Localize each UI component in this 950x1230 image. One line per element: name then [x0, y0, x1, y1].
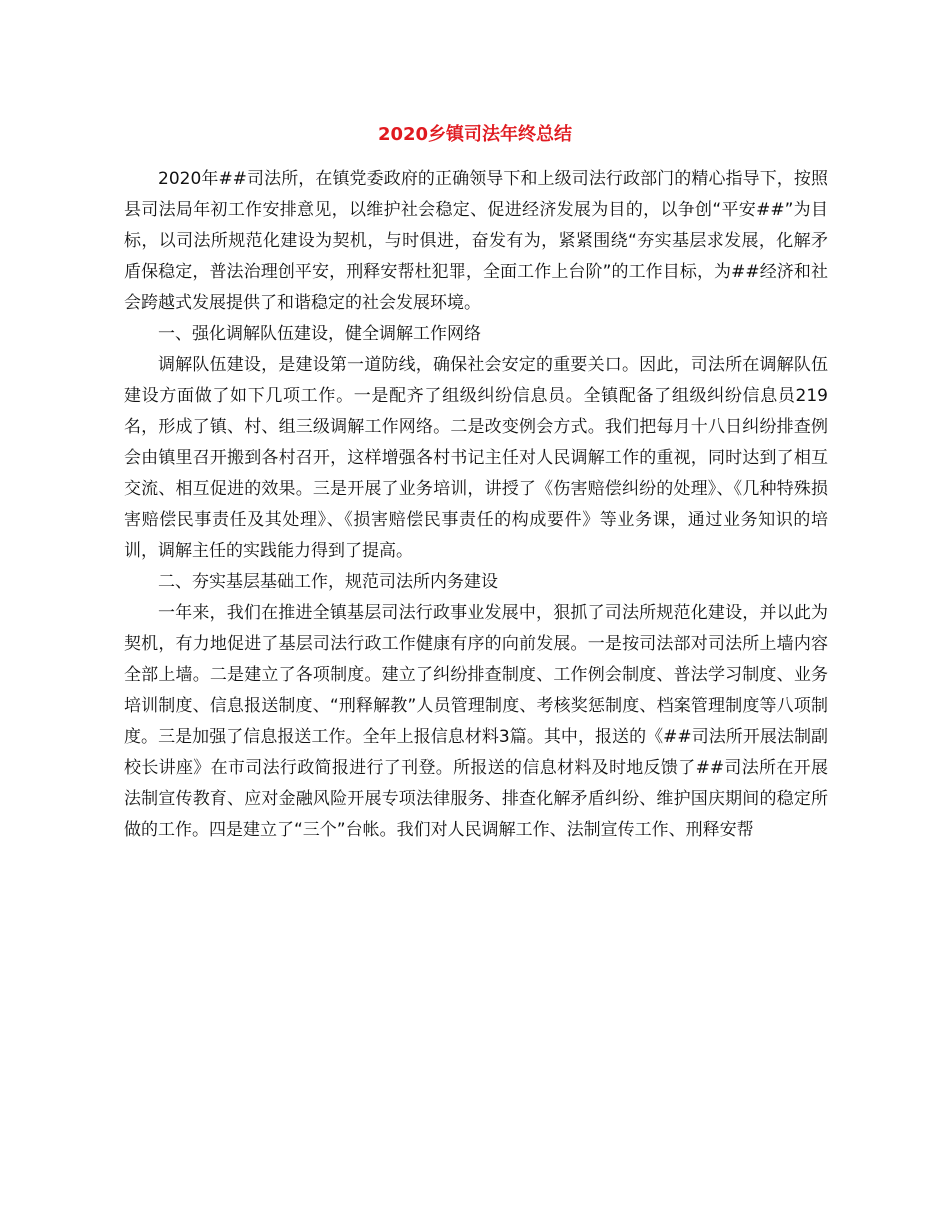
- paragraph-section-1: 调解队伍建设，是建设第一道防线，确保社会安定的重要关口。因此，司法所在调解队伍建设方面做了如下几项工作。一是配齐了组级纠纷信息员。全镇配备了组级纠纷信息员219名，形成了镇、村、组三级调解工作网络。二是改变例会方式。我们把每月十八日纠纷排查例会由镇里召开搬到各村召开，这样增强各村书记主任对人民调解工作的重视，同时达到了相互交流、相互促进的效果。三是开展了业务培训，讲授了《伤害赔偿纠纷的处理》、《几种特殊损害赔偿民事责任及其处理》、《损害赔偿民事责任的构成要件》等业务课，通过业务知识的培训，调解主任的实践能力得到了提高。: [124, 355, 828, 561]
- document-title: 2020乡镇司法年终总结: [377, 124, 573, 145]
- section-heading-1: 一、强化调解队伍建设，健全调解工作网络: [158, 324, 481, 344]
- paragraph-section-2: 一年来，我们在推进全镇基层司法行政事业发展中，狠抓了司法所规范化建设，并以此为契机，有力地促进了基层司法行政工作健康有序的向前发展。一是按司法部对司法所上墙内容全部上墙。二是建立了各项制度。建立了纠纷排查制度、工作例会制度、普法学习制度、业务培训制度、信息报送制度、“刑释解教”人员管理制度、考核奖惩制度、档案管理制度等八项制度。三是加强了信息报送工作。全年上报信息材料3篇。其中，报送的《##司法所开展法制副校长讲座》在市司法行政简报进行了刊登。所报送的信息材料及时地反馈了##司法所在开展法制宣传教育、应对金融风险开展专项法律服务、排查化解矛盾纠纷、维护国庆期间的稳定所做的工作。四是建立了“三个”台帐。我们对人民调解工作、法制宣传工作、刑释安帮: [124, 603, 828, 840]
- paragraph-intro: 2020年##司法所，在镇党委政府的正确领导下和上级司法行政部门的精心指导下，按照县司法局年初工作安排意见，以维护社会稳定、促进经济发展为目的，以争创“平安##”为目标，以司法所规范化建设为契机，与时俱进，奋发有为，紧紧围绕“夯实基层求发展，化解矛盾保稳定，普法治理创平安，刑释安帮杜犯罪，全面工作上台阶”的工作目标，为##经济和社会跨越式发展提供了和谐稳定的社会发展环境。: [124, 169, 828, 313]
- document-body: [124, 164, 828, 846]
- section-heading-2: 二、夯实基层基础工作，规范司法所内务建设: [158, 572, 498, 592]
